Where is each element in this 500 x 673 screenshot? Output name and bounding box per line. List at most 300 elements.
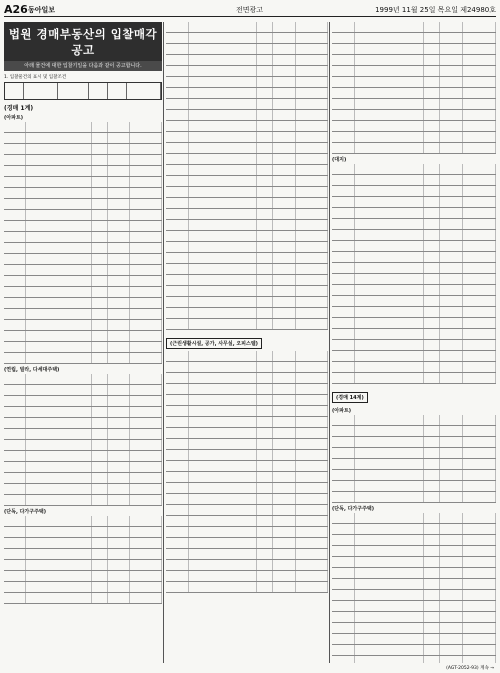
- listing-cell: [273, 428, 296, 438]
- listing-group: [332, 22, 496, 154]
- listing-cell: [130, 144, 162, 154]
- listing-row: [4, 133, 162, 144]
- listing-cell: [257, 472, 273, 482]
- listing-cell: [189, 286, 257, 296]
- listing-cell: [130, 527, 162, 537]
- listing-cell: [130, 473, 162, 483]
- listing-cell: [189, 483, 257, 493]
- listing-cell: [463, 568, 496, 578]
- listing-cell: [166, 264, 189, 274]
- listing-row: [332, 448, 496, 459]
- listing-cell: [257, 55, 273, 65]
- listing-cell: [463, 241, 496, 251]
- listing-cell: [273, 165, 296, 175]
- listing-row: [332, 623, 496, 634]
- listing-cell: [26, 462, 92, 472]
- listing-cell: [26, 177, 92, 187]
- listing-cell: [108, 320, 130, 330]
- listing-row: [166, 297, 328, 308]
- listing-cell: [257, 516, 273, 526]
- listing-cell: [463, 459, 496, 469]
- listing-row: [332, 22, 496, 33]
- listing-cell: [130, 320, 162, 330]
- listing-row: [4, 221, 162, 232]
- listing-row: [332, 656, 496, 663]
- listing-row: [332, 88, 496, 99]
- listing-cell: [189, 132, 257, 142]
- listing-cell: [296, 198, 328, 208]
- listing-cell: [257, 549, 273, 559]
- issue-date: 1999년 11월 25일 목요일 제24980호: [375, 6, 496, 14]
- listing-cell: [273, 33, 296, 43]
- listing-cell: [130, 133, 162, 143]
- listing-cell: [257, 362, 273, 372]
- listing-cell: [424, 241, 440, 251]
- listing-cell: [92, 396, 108, 406]
- listing-cell: [189, 417, 257, 427]
- listing-cell: [463, 22, 496, 32]
- listing-cell: [273, 286, 296, 296]
- listing-cell: [26, 484, 92, 494]
- listing-cell: [189, 571, 257, 581]
- listing-cell: [257, 253, 273, 263]
- listing-cell: [257, 483, 273, 493]
- listing-cell: [257, 33, 273, 43]
- listing-cell: [355, 513, 424, 523]
- listing-cell: [440, 612, 463, 622]
- listing-cell: [332, 241, 355, 251]
- listing-row: [166, 483, 328, 494]
- listing-cell: [166, 319, 189, 329]
- listing-cell: [130, 287, 162, 297]
- listing-cell: [296, 472, 328, 482]
- listing-cell: [166, 538, 189, 548]
- listing-cell: [296, 242, 328, 252]
- listing-cell: [166, 143, 189, 153]
- listing-cell: [424, 448, 440, 458]
- listing-cell: [273, 209, 296, 219]
- listing-cell: [296, 406, 328, 416]
- notice-title: 법원 경매부동산의 입찰매각공고: [4, 22, 162, 61]
- subsection-heading: (아파트): [332, 408, 352, 414]
- listing-cell: [424, 121, 440, 131]
- listing-row: [166, 571, 328, 582]
- listing-cell: [440, 77, 463, 87]
- listing-cell: [26, 122, 92, 132]
- listing-cell: [92, 331, 108, 341]
- listing-cell: [424, 579, 440, 589]
- listing-cell: [108, 287, 130, 297]
- subsection-heading: (근린생활시설, 공가, 사무실, 오피스텔): [166, 338, 262, 349]
- listing-cell: [296, 516, 328, 526]
- listing-cell: [26, 144, 92, 154]
- listing-row: [4, 538, 162, 549]
- listing-cell: [130, 418, 162, 428]
- listing-cell: [463, 535, 496, 545]
- listing-cell: [332, 513, 355, 523]
- listing-cell: [463, 329, 496, 339]
- listing-row: [166, 494, 328, 505]
- listing-row: [332, 121, 496, 132]
- listing-cell: [4, 418, 26, 428]
- listing-cell: [463, 208, 496, 218]
- listing-cell: [92, 549, 108, 559]
- listing-cell: [189, 538, 257, 548]
- listing-cell: [424, 656, 440, 663]
- listing-cell: [166, 121, 189, 131]
- listing-cell: [257, 461, 273, 471]
- listing-cell: [257, 527, 273, 537]
- listing-row: [332, 44, 496, 55]
- listing-cell: [424, 373, 440, 383]
- listing-cell: [92, 309, 108, 319]
- listing-cell: [92, 342, 108, 352]
- listing-cell: [130, 155, 162, 165]
- listing-cell: [296, 88, 328, 98]
- listing-row: [166, 406, 328, 417]
- listing-cell: [355, 590, 424, 600]
- listing-cell: [273, 505, 296, 515]
- listing-row: [332, 55, 496, 66]
- listing-cell: [257, 264, 273, 274]
- listing-cell: [26, 571, 92, 581]
- listing-cell: [26, 331, 92, 341]
- listing-cell: [4, 166, 26, 176]
- listing-cell: [166, 439, 189, 449]
- listing-cell: [4, 122, 26, 132]
- listing-cell: [257, 494, 273, 504]
- listing-cell: [26, 221, 92, 231]
- listing-cell: [355, 132, 424, 142]
- listing-cell: [355, 623, 424, 633]
- listing-cell: [440, 656, 463, 663]
- listing-cell: [130, 484, 162, 494]
- listing-row: [332, 329, 496, 340]
- listing-group: [4, 122, 162, 364]
- listing-cell: [463, 55, 496, 65]
- listing-row: [166, 582, 328, 593]
- listing-row: [166, 154, 328, 165]
- listing-cell: [332, 470, 355, 480]
- listing-cell: [296, 187, 328, 197]
- listing-cell: [189, 406, 257, 416]
- listing-cell: [273, 132, 296, 142]
- listing-cell: [257, 439, 273, 449]
- listing-cell: [108, 232, 130, 242]
- listing-cell: [166, 209, 189, 219]
- subsection-heading: (대지): [332, 157, 347, 163]
- listing-row: [4, 549, 162, 560]
- listing-cell: [108, 549, 130, 559]
- listing-cell: [108, 155, 130, 165]
- listing-cell: [355, 601, 424, 611]
- listing-cell: [108, 298, 130, 308]
- listing-cell: [296, 297, 328, 307]
- listing-row: [166, 286, 328, 297]
- listing-cell: [26, 243, 92, 253]
- listing-cell: [130, 374, 162, 384]
- listing-row: [332, 66, 496, 77]
- listing-row: [4, 440, 162, 451]
- listing-cell: [296, 395, 328, 405]
- listing-row: [166, 461, 328, 472]
- listing-cell: [463, 426, 496, 436]
- listing-cell: [108, 516, 130, 526]
- listing-cell: [296, 231, 328, 241]
- listing-cell: [166, 505, 189, 515]
- listing-cell: [166, 275, 189, 285]
- listing-cell: [189, 461, 257, 471]
- listing-cell: [355, 426, 424, 436]
- listing-cell: [166, 99, 189, 109]
- listing-cell: [92, 177, 108, 187]
- listing-cell: [4, 462, 26, 472]
- listing-cell: [440, 351, 463, 361]
- listing-cell: [4, 353, 26, 363]
- listing-cell: [463, 590, 496, 600]
- listing-cell: [463, 132, 496, 142]
- listing-cell: [4, 429, 26, 439]
- listing-cell: [4, 210, 26, 220]
- listing-cell: [440, 263, 463, 273]
- listing-cell: [332, 33, 355, 43]
- listing-cell: [424, 329, 440, 339]
- listing-cell: [355, 546, 424, 556]
- listing-cell: [273, 22, 296, 32]
- listing-cell: [189, 187, 257, 197]
- listing-cell: [189, 494, 257, 504]
- listing-cell: [189, 373, 257, 383]
- listing-cell: [355, 241, 424, 251]
- listing-cell: [440, 437, 463, 447]
- listing-cell: [166, 472, 189, 482]
- listing-cell: [296, 428, 328, 438]
- listing-cell: [463, 351, 496, 361]
- listing-row: [166, 44, 328, 55]
- listing-cell: [273, 461, 296, 471]
- listing-cell: [4, 232, 26, 242]
- listing-cell: [130, 429, 162, 439]
- listing-row: [4, 527, 162, 538]
- listing-row: [4, 571, 162, 582]
- listing-cell: [189, 242, 257, 252]
- listing-cell: [463, 513, 496, 523]
- listing-cell: [332, 186, 355, 196]
- listing-cell: [4, 243, 26, 253]
- listing-row: [166, 99, 328, 110]
- listing-cell: [296, 121, 328, 131]
- listing-cell: [257, 187, 273, 197]
- listing-cell: [273, 472, 296, 482]
- listing-row: [332, 263, 496, 274]
- listing-cell: [4, 177, 26, 187]
- listing-cell: [130, 210, 162, 220]
- listing-row: [4, 374, 162, 385]
- listing-row: [166, 132, 328, 143]
- listing-cell: [257, 176, 273, 186]
- listing-cell: [355, 568, 424, 578]
- listing-cell: [26, 254, 92, 264]
- listing-cell: [424, 340, 440, 350]
- listing-cell: [130, 265, 162, 275]
- listing-cell: [26, 516, 92, 526]
- listing-cell: [463, 645, 496, 655]
- listing-cell: [440, 481, 463, 491]
- section-heading: (경매 14계): [332, 392, 368, 403]
- listing-cell: [108, 462, 130, 472]
- listing-cell: [440, 110, 463, 120]
- listing-cell: [166, 242, 189, 252]
- listing-cell: [189, 297, 257, 307]
- listing-cell: [108, 243, 130, 253]
- listing-cell: [108, 166, 130, 176]
- listing-row: [332, 318, 496, 329]
- listing-row: [4, 298, 162, 309]
- listing-cell: [108, 560, 130, 570]
- listing-cell: [257, 406, 273, 416]
- listing-row: [166, 319, 328, 330]
- listing-cell: [26, 353, 92, 363]
- listing-cell: [130, 254, 162, 264]
- listing-cell: [166, 44, 189, 54]
- listing-cell: [257, 582, 273, 592]
- listing-cell: [332, 219, 355, 229]
- listing-cell: [130, 298, 162, 308]
- listing-cell: [130, 560, 162, 570]
- listing-cell: [26, 418, 92, 428]
- listing-cell: [166, 132, 189, 142]
- listing-row: [166, 472, 328, 483]
- listing-row: [332, 568, 496, 579]
- listing-cell: [273, 362, 296, 372]
- listing-cell: [4, 155, 26, 165]
- listing-cell: [296, 351, 328, 361]
- listing-cell: [332, 110, 355, 120]
- listing-cell: [273, 143, 296, 153]
- listing-cell: [424, 110, 440, 120]
- listing-cell: [108, 418, 130, 428]
- listing-cell: [355, 175, 424, 185]
- listing-cell: [355, 437, 424, 447]
- listing-cell: [424, 307, 440, 317]
- listing-cell: [92, 462, 108, 472]
- listing-cell: [130, 199, 162, 209]
- listing-cell: [463, 164, 496, 174]
- listing-cell: [257, 121, 273, 131]
- newspaper-name: 동아일보: [28, 6, 56, 14]
- listing-cell: [130, 276, 162, 286]
- listing-cell: [463, 579, 496, 589]
- notice-subtitle: 아래 물건에 대한 입찰기일을 다음과 같이 공고합니다.: [4, 61, 162, 71]
- listing-cell: [463, 546, 496, 556]
- listing-cell: [166, 582, 189, 592]
- listing-row: [332, 110, 496, 121]
- listing-cell: [108, 309, 130, 319]
- listing-cell: [424, 546, 440, 556]
- listing-cell: [463, 601, 496, 611]
- listing-cell: [424, 459, 440, 469]
- listing-cell: [189, 77, 257, 87]
- column-1: [4, 22, 162, 663]
- listing-cell: [273, 439, 296, 449]
- listing-cell: [273, 406, 296, 416]
- listing-cell: [424, 296, 440, 306]
- listing-cell: [189, 176, 257, 186]
- listing-cell: [4, 516, 26, 526]
- listing-cell: [355, 77, 424, 87]
- listing-cell: [166, 494, 189, 504]
- listing-cell: [273, 99, 296, 109]
- listing-cell: [463, 557, 496, 567]
- listing-cell: [332, 426, 355, 436]
- listing-cell: [424, 197, 440, 207]
- listing-cell: [130, 571, 162, 581]
- listing-cell: [92, 199, 108, 209]
- listing-cell: [463, 230, 496, 240]
- listing-cell: [273, 308, 296, 318]
- listing-cell: [463, 481, 496, 491]
- listing-cell: [189, 22, 257, 32]
- listing-cell: [130, 331, 162, 341]
- listing-cell: [273, 121, 296, 131]
- listing-cell: [296, 505, 328, 515]
- listing-row: [332, 524, 496, 535]
- listing-cell: [108, 122, 130, 132]
- listing-cell: [92, 593, 108, 603]
- listing-row: [4, 407, 162, 418]
- column-2: [166, 22, 328, 663]
- listing-cell: [92, 560, 108, 570]
- listing-row: [166, 308, 328, 319]
- listing-cell: [355, 373, 424, 383]
- listing-cell: [332, 274, 355, 284]
- listing-cell: [463, 186, 496, 196]
- listing-cell: [440, 285, 463, 295]
- listing-row: [4, 353, 162, 364]
- listing-cell: [440, 164, 463, 174]
- listing-row: [166, 439, 328, 450]
- listing-cell: [332, 99, 355, 109]
- listing-cell: [332, 448, 355, 458]
- listing-cell: [355, 448, 424, 458]
- listing-cell: [296, 461, 328, 471]
- listing-cell: [355, 579, 424, 589]
- listing-cell: [355, 634, 424, 644]
- listing-cell: [273, 154, 296, 164]
- listing-row: [332, 252, 496, 263]
- listing-cell: [189, 121, 257, 131]
- listing-cell: [355, 470, 424, 480]
- listing-row: [332, 579, 496, 590]
- listing-cell: [463, 285, 496, 295]
- listing-cell: [189, 472, 257, 482]
- listing-row: [332, 219, 496, 230]
- listing-cell: [166, 384, 189, 394]
- listing-cell: [108, 265, 130, 275]
- listing-cell: [463, 175, 496, 185]
- listing-cell: [463, 656, 496, 663]
- listing-cell: [424, 634, 440, 644]
- listing-cell: [424, 481, 440, 491]
- listing-row: [332, 535, 496, 546]
- listing-cell: [92, 385, 108, 395]
- listing-cell: [273, 77, 296, 87]
- listing-cell: [332, 230, 355, 240]
- listing-cell: [166, 417, 189, 427]
- listing-cell: [273, 417, 296, 427]
- listing-cell: [332, 623, 355, 633]
- listing-row: [166, 351, 328, 362]
